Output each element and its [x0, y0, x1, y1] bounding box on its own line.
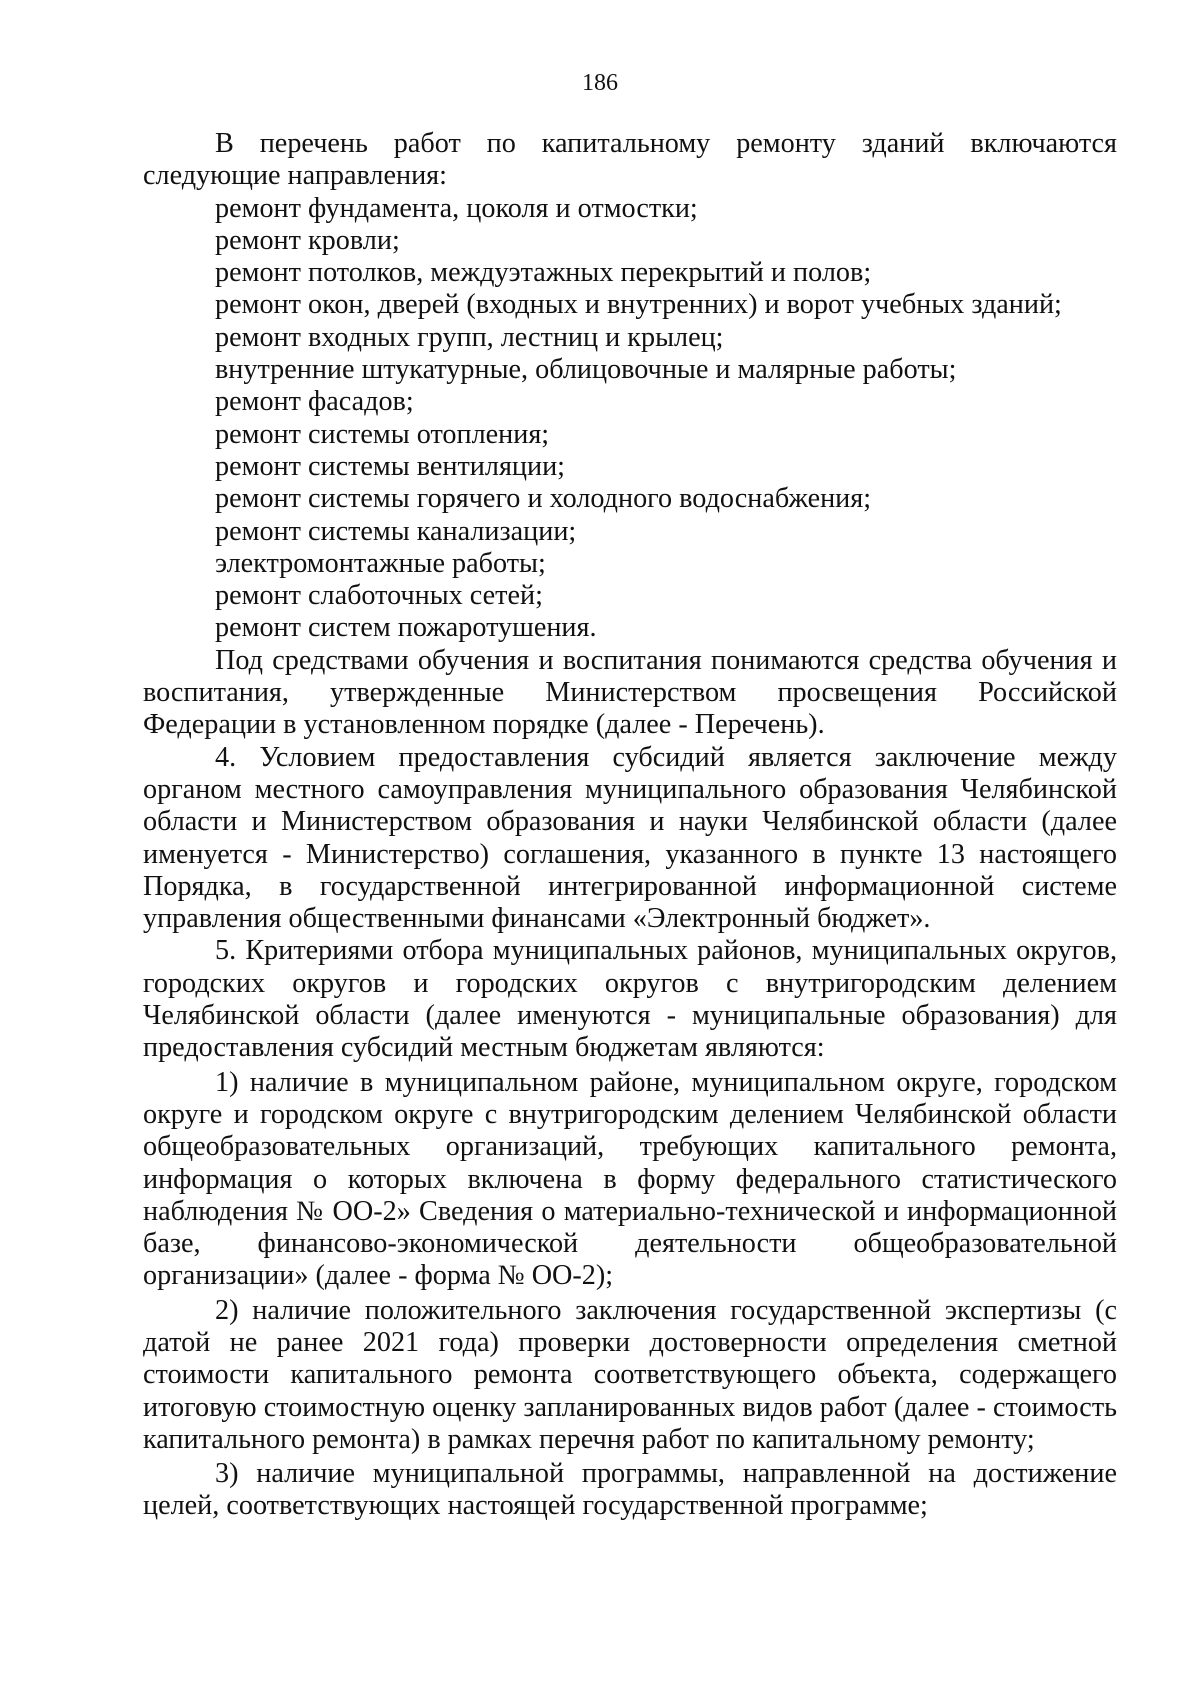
criterion-3-paragraph: 3) наличие муниципальной программы, направленной на достижение целей, соответствующих настоящей государственной программе;	[143, 1458, 1117, 1522]
works-list-item: ремонт системы отопления;	[215, 418, 550, 450]
works-list-item: ремонт входных групп, лестниц и крылец;	[215, 321, 724, 353]
teaching-aids-paragraph: Под средствами обучения и воспитания понимаются средства обучения и воспитания, утвержденные Министерством просвещения Российской Федерации в установленном порядке (далее - Перечень).	[143, 644, 1117, 741]
works-list-item: ремонт окон, дверей (входных и внутренних) и ворот учебных зданий;	[215, 289, 1062, 321]
works-list-item: ремонт фундамента, цоколя и отмостки;	[215, 192, 698, 224]
works-list-item: ремонт потолков, междуэтажных перекрытий и полов;	[215, 257, 872, 289]
page-number: 186	[582, 70, 618, 96]
intro-paragraph: В перечень работ по капитальному ремонту зданий включаются следующие направления:	[143, 128, 1117, 192]
works-list-item: ремонт фасадов;	[215, 386, 414, 418]
document-body	[143, 128, 1117, 1523]
works-list	[143, 193, 1117, 645]
works-list-item: ремонт кровли;	[215, 224, 400, 256]
works-list-item: ремонт системы горячего и холодного водоснабжения;	[215, 483, 872, 515]
works-list-item: электромонтажные работы;	[215, 547, 546, 579]
works-list-item: ремонт слаботочных сетей;	[215, 580, 543, 612]
criterion-1-paragraph: 1) наличие в муниципальном районе, муниципальном округе, городском округе и городском округе с внутригородским делением Челябинской области общеобразовательных организаций, требующих капитального ремонта, информация о которых включена в форму федерального статистического наблюдения № ОО-2» Сведения о материально-технической и информационной базе, финансово-экономической деятельности общеобразовательной организации» (далее - форма № ОО-2);	[143, 1066, 1117, 1292]
works-list-item: ремонт системы канализации;	[215, 515, 577, 547]
criterion-2-paragraph: 2) наличие положительного заключения государственной экспертизы (с датой не ранее 2021 года) проверки достоверности определения сметной стоимости капитального ремонта соответствующего объекта, содержащего итоговую стоимостную оценку запланированных видов работ (далее - стоимость капитального ремонта) в рамках перечня работ по капитальному ремонту;	[143, 1294, 1117, 1455]
works-list-item: внутренние штукатурные, облицовочные и малярные работы;	[215, 354, 957, 386]
clause-4-paragraph: 4. Условием предоставления субсидий является заключение между органом местного самоуправления муниципального образования Челябинской области и Министерством образования и науки Челябинской области (далее именуется - Министерство) соглашения, указанного в пункте 13 настоящего Порядка, в государственной интегрированной информационной системе управления общественными финансами «Электронный бюджет».	[143, 741, 1117, 935]
works-list-item: ремонт системы вентиляции;	[215, 450, 566, 482]
clause-5-paragraph: 5. Критериями отбора муниципальных районов, муниципальных округов, городских округов и городских округов с внутригородским делением Челябинской области (далее именуются - муниципальные образования) для предоставления субсидий местным бюджетам являются:	[143, 935, 1117, 1064]
works-list-item: ремонт систем пожаротушения.	[215, 612, 597, 644]
